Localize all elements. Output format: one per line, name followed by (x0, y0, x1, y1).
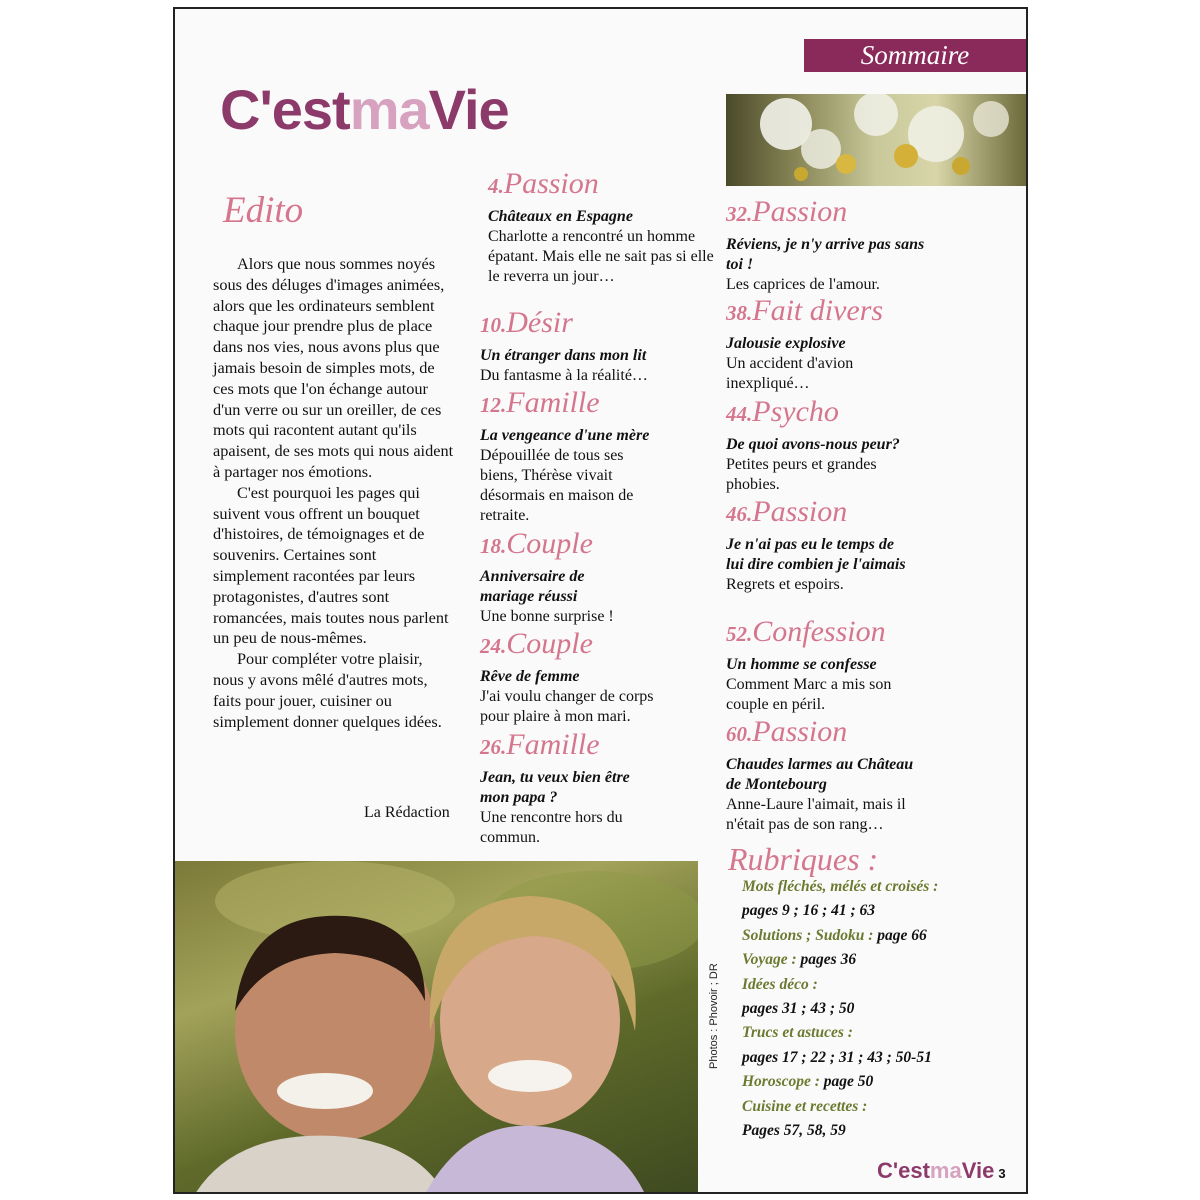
toc-article-desc: Anne-Laure l'aimait, mais il n'était pas de son rang… (726, 796, 906, 833)
toc-article-title: Jean, tu veux bien être mon papa ? (480, 769, 630, 806)
rubrique-line (742, 1046, 992, 1070)
toc-entry (726, 495, 956, 595)
toc-page-number: 12. (480, 393, 507, 417)
page-number: 3 (998, 1166, 1006, 1181)
toc-article-desc: Regrets et espoirs. (726, 576, 844, 593)
toc-page-number: 44. (726, 402, 753, 426)
toc-section: Passion (503, 167, 599, 200)
logo-part-cest: C'est (220, 78, 350, 141)
edito-paragraph: C'est pourquoi les pages qui suivent vous offrent un bouquet d'histoires, de témoignages et de souvenirs. Certaines sont simplement racontées par leurs protagonistes, d'autres sont romancées, mais toutes nous parlent un peu de nous-mêmes. (213, 482, 449, 648)
toc-section: Passion (752, 195, 848, 228)
toc-section: Famille (506, 386, 600, 419)
toc-article-desc: Du fantasme à la réalité… (480, 367, 648, 384)
toc-article-title: Un étranger dans mon lit (480, 347, 647, 364)
edito-paragraph: Pour compléter votre plaisir, nous y avons mêlé d'autres mots, faits pour jouer, cuisiner ou simplement donner quelques idées. (213, 649, 442, 731)
toc-section: Famille (506, 728, 600, 761)
toc-entry (488, 167, 718, 287)
toc-article-desc: J'ai voulu changer de corps pour plaire à mon mari. (480, 688, 654, 725)
toc-article-title: Un homme se confesse (726, 656, 877, 673)
toc-article-title: Chaudes larmes au Château de Montebourg (726, 756, 914, 793)
edito-signature: La Rédaction (364, 804, 450, 821)
flowers-photo (726, 94, 1026, 186)
toc-article-title: Réviens, je n'y arrive pas sans toi ! (726, 236, 925, 273)
toc-article-desc: Les caprices de l'amour. (726, 276, 880, 293)
couple-photo (175, 861, 698, 1194)
rubrique-pages: pages 36 (796, 951, 857, 969)
toc-section: Psycho (752, 395, 839, 428)
toc-entry (726, 615, 956, 715)
toc-entry (726, 195, 936, 295)
toc-entry (480, 306, 720, 386)
rubrique-pages: pages 17 ; 22 ; 31 ; 43 ; 50-51 (742, 1048, 932, 1066)
toc-article-title: La vengeance d'une mère (480, 427, 650, 444)
edito-paragraph: Alors que nous sommes noyés sous des déluges d'images animées, alors que les ordinateurs semblent chaque jour prendre plus de place dans nos vies, nous avons plus que jamais besoin de simples mots, de ces mots que l'on échange autour d'un verre ou sur un oreiller, de ces mots qui racontent autant qu'ils apaisent, de ses mots qui nous aident à partager nos émotions. (213, 254, 454, 481)
rubrique-line (742, 924, 992, 948)
rubrique-label: Voyage : (742, 951, 797, 969)
toc-entry (726, 294, 956, 394)
toc-page-number: 4. (488, 174, 504, 198)
rubrique-line (742, 948, 992, 972)
logo-part-vie: Vie (428, 78, 509, 141)
toc-article-desc: Petites peurs et grandes phobies. (726, 456, 877, 493)
toc-section: Couple (506, 627, 593, 660)
toc-article-desc: Comment Marc a mis son couple en péril. (726, 676, 892, 713)
rubrique-pages: Pages 57, 58, 59 (742, 1122, 846, 1140)
footer-logo (877, 1158, 1006, 1184)
rubrique-line (742, 997, 992, 1021)
toc-section: Désir (506, 306, 573, 339)
rubrique-line (742, 899, 992, 923)
logo-part-ma: ma (349, 78, 429, 141)
toc-entry (726, 715, 956, 835)
toc-page-number: 52. (726, 622, 753, 646)
toc-page-number: 18. (480, 534, 507, 558)
rubriques-title: Rubriques : (728, 841, 879, 877)
magazine-page (173, 7, 1028, 1194)
magazine-logo (220, 77, 509, 142)
toc-section: Fait divers (752, 294, 884, 327)
rubrique-label: Mots fléchés, mélés et croisés : (742, 878, 939, 895)
toc-page-number: 38. (726, 301, 753, 325)
toc-article-title: Je n'ai pas eu le temps de lui dire combien je l'aimais (726, 536, 906, 573)
rubrique-line (742, 1070, 992, 1094)
toc-article-desc: Dépouillée de tous ses biens, Thérèse vivait désormais en maison de retraite. (480, 447, 634, 524)
rubrique-pages: pages 9 ; 16 ; 41 ; 63 (742, 902, 876, 920)
rubrique-line (742, 1021, 992, 1045)
toc-entry (480, 627, 720, 727)
toc-page-number: 46. (726, 502, 753, 526)
toc-page-number: 26. (480, 735, 507, 759)
rubrique-pages: pages 31 ; 43 ; 50 (742, 1000, 855, 1018)
toc-entry (726, 395, 956, 495)
toc-page-number: 24. (480, 634, 507, 658)
toc-section: Couple (506, 527, 593, 560)
rubrique-line (742, 973, 992, 997)
toc-article-title: De quoi avons-nous peur? (726, 436, 900, 453)
toc-page-number: 60. (726, 722, 753, 746)
toc-section: Passion (752, 715, 848, 748)
photo-credit: Photos : Phovoir ; DR (708, 963, 720, 1069)
toc-article-desc: Une rencontre hors du commun. (480, 809, 623, 846)
toc-article-desc: Une bonne surprise ! (480, 608, 614, 625)
rubrique-pages: page 66 (873, 926, 927, 944)
toc-article-desc: Un accident d'avion inexpliqué… (726, 355, 854, 392)
rubrique-pages: page 50 (819, 1073, 874, 1091)
rubrique-label: Solutions ; Sudoku : (742, 926, 874, 944)
toc-entry (480, 728, 720, 848)
couple-illustration (175, 861, 698, 1194)
rubriques-list (742, 875, 992, 1143)
footer-logo-ma: ma (929, 1158, 962, 1183)
rubrique-line (742, 1119, 992, 1143)
footer-logo-cest: C'est (877, 1158, 930, 1183)
toc-article-title: Rêve de femme (480, 668, 580, 685)
rubrique-line (742, 1095, 992, 1119)
toc-entry (480, 527, 720, 627)
toc-article-title: Anniversaire de mariage réussi (480, 568, 585, 605)
flowers-illustration (726, 94, 1026, 186)
footer-logo-vie: Vie (961, 1158, 995, 1183)
rubrique-label: Horoscope : (742, 1073, 820, 1091)
rubrique-label: Idées déco : (742, 975, 818, 993)
section-header: Sommaire (804, 39, 1026, 72)
rubrique-line (742, 875, 992, 899)
rubrique-label: Trucs et astuces : (742, 1024, 853, 1042)
edito-title: Edito (223, 190, 304, 231)
rubrique-label: Cuisine et recettes : (742, 1097, 868, 1115)
toc-section: Confession (752, 615, 886, 648)
toc-entry (480, 386, 720, 526)
toc-article-title: Châteaux en Espagne (488, 208, 633, 225)
toc-article-desc: Charlotte a rencontré un homme épatant. Mais elle ne sait pas si elle le reverra un jour… (488, 228, 714, 285)
toc-article-title: Jalousie explosive (726, 335, 846, 352)
toc-page-number: 32. (726, 202, 753, 226)
edito-body (213, 254, 455, 732)
toc-page-number: 10. (480, 313, 507, 337)
toc-section: Passion (752, 495, 848, 528)
